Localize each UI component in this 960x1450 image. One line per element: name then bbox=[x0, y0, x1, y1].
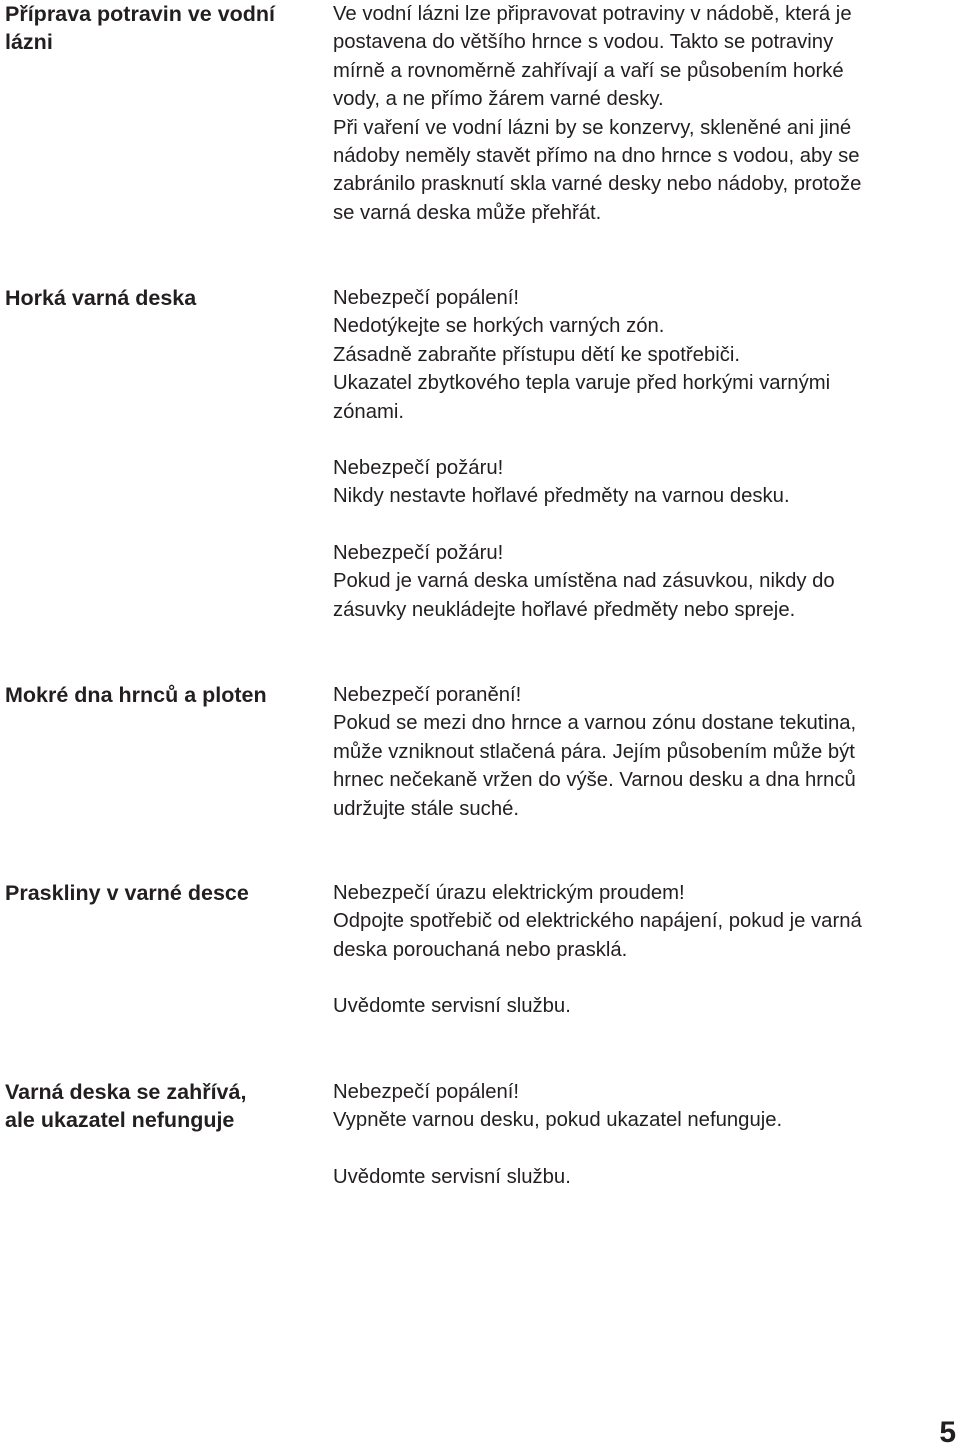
section-body bbox=[333, 1078, 953, 1191]
page-number: 5 bbox=[939, 1416, 956, 1449]
section-body bbox=[333, 0, 953, 227]
paragraph: Uvědomte servisní službu. bbox=[333, 1165, 571, 1188]
section-heading: Praskliny v varné desce bbox=[5, 881, 249, 905]
section-heading: Mokré dna hrnců a ploten bbox=[5, 683, 267, 707]
section-heading: Horká varná deska bbox=[5, 286, 197, 310]
paragraph: Uvědomte servisní službu. bbox=[333, 995, 571, 1018]
section-body bbox=[333, 879, 953, 1021]
section-body bbox=[333, 284, 953, 624]
paragraph: Nebezpečí poranění! Pokud se mezi dno hrnce a varnou zónu dostane tekutina, může vzniknout stlačená pára. Jejím působením může být hrnec nečekaně vržen do výše. Varnou desku a dna hrnců udržujte stále suché. bbox=[333, 684, 857, 820]
paragraph: Nebezpečí požáru! Nikdy nestavte hořlavé předměty na varnou desku. bbox=[333, 457, 790, 508]
section-body bbox=[333, 681, 953, 823]
section-heading: Varná deska se zahřívá, ale ukazatel nefunguje bbox=[5, 1080, 247, 1132]
section-heading: Příprava potravin ve vodní lázni bbox=[5, 2, 276, 54]
paragraph: Ve vodní lázni lze připravovat potraviny v nádobě, která je postavena do většího hrnce s vodou. Takto se potraviny mírně a rovnoměrně zahřívají a vaří se působením horké vody, a ne přímo žárem varné desky. Při vaření ve vodní lázni by se konzervy, skleněné ani jiné nádoby neměly stavět přímo na dno hrnce s vodou, aby se zabránilo prasknutí skla varné desky nebo nádoby, protože se varná deska může přehřát. bbox=[333, 3, 862, 224]
paragraph: Nebezpečí popálení! Nedotýkejte se horkých varných zón. Zásadně zabraňte přístupu dětí ke spotřebiči. Ukazatel zbytkového tepla varuje před horkými varnými zónami. bbox=[333, 287, 831, 423]
paragraph: Nebezpečí úrazu elektrickým proudem! Odpojte spotřebič od elektrického napájení, pokud je varná deska porouchaná nebo prasklá. bbox=[333, 882, 862, 961]
paragraph: Nebezpečí popálení! Vypněte varnou desku, pokud ukazatel nefunguje. bbox=[333, 1081, 783, 1132]
paragraph: Nebezpečí požáru! Pokud je varná deska umístěna nad zásuvkou, nikdy do zásuvky neukládejte hořlavé předměty nebo spreje. bbox=[333, 541, 835, 621]
